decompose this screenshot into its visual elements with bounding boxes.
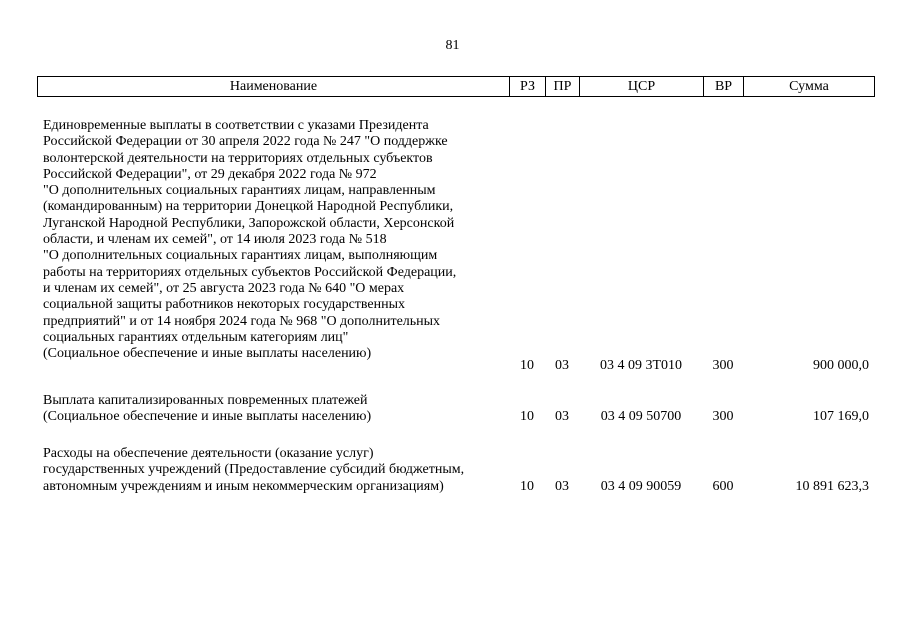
row-name-line: Российской Федерации от 30 апреля 2022 года № 247 "О поддержке — [43, 134, 448, 150]
row-csr: 03 4 09 50700 — [600, 409, 682, 424]
header-name: Наименование — [38, 77, 510, 96]
row-name-line: Луганской Народной Республики, Запорожской области, Херсонской — [43, 215, 455, 231]
row-pr: 03 — [555, 409, 569, 424]
row-pr: 03 — [555, 358, 569, 373]
row-pr: 03 — [555, 479, 569, 494]
row-sum: 10 891 623,3 — [795, 479, 869, 494]
row-name-line: Единовременные выплаты в соответствии с указами Президента — [43, 118, 429, 133]
header-csr: ЦСР — [580, 77, 704, 96]
row-rz: 10 — [520, 479, 534, 494]
row-name-line: (Социальное обеспечение и иные выплаты населению) — [43, 346, 372, 362]
row-name — [43, 393, 513, 426]
row-name-line: (Социальное обеспечение и иные выплаты населению) — [43, 409, 372, 425]
row-vr: 300 — [712, 358, 734, 373]
row-name-line: Российской Федерации", от 29 декабря 2022 года № 972 — [43, 166, 377, 182]
row-sum: 107 169,0 — [813, 409, 869, 424]
row-name — [43, 446, 513, 495]
row-name-line: (командированным) на территории Донецкой Народной Республики, — [43, 199, 454, 215]
row-name-line: автономным учреждениям и иным некоммерческим организациям) — [43, 478, 444, 494]
row-name-line: социальных гарантиях отдельным категориям лиц" — [43, 329, 349, 345]
header-rz: РЗ — [510, 77, 546, 96]
row-name-line: Расходы на обеспечение деятельности (оказание услуг) — [43, 446, 374, 461]
row-rz: 10 — [520, 358, 534, 373]
row-vr: 600 — [712, 479, 734, 494]
row-name-line: и членам их семей", от 25 августа 2023 года № 640 "О мерах — [43, 280, 405, 296]
row-name-line: области, и членам их семей", от 14 июля 2023 года № 518 — [43, 232, 387, 248]
row-sum: 900 000,0 — [813, 358, 869, 373]
row-name-line: "О дополнительных социальных гарантиях лицам, выполняющим — [43, 248, 438, 264]
header-sum: Сумма — [789, 78, 829, 94]
header-pr: ПР — [546, 77, 580, 96]
row-name-line: "О дополнительных социальных гарантиях лицам, направленным — [43, 183, 436, 199]
page-number: 81 — [445, 38, 460, 53]
row-name — [43, 118, 513, 362]
row-name-line: предприятий" и от 14 ноября 2024 года № 968 "О дополнительных — [43, 313, 441, 329]
row-name-line: государственных учреждений (Предоставление субсидий бюджетным, — [43, 462, 465, 478]
row-name-line: социальной защиты работников некоторых государственных — [43, 297, 406, 313]
header-vr: ВР — [704, 77, 744, 96]
row-name-line: волонтерской деятельности на территориях отдельных субъектов — [43, 150, 433, 166]
row-csr: 03 4 09 90059 — [600, 479, 682, 494]
row-csr: 03 4 09 3Т010 — [599, 358, 683, 373]
row-name-line: работы на территориях отдельных субъектов Российской Федерации, — [43, 264, 457, 280]
table-header — [37, 76, 875, 97]
row-name-line: Выплата капитализированных повременных платежей — [43, 393, 368, 408]
row-vr: 300 — [712, 409, 734, 424]
row-rz: 10 — [520, 409, 534, 424]
